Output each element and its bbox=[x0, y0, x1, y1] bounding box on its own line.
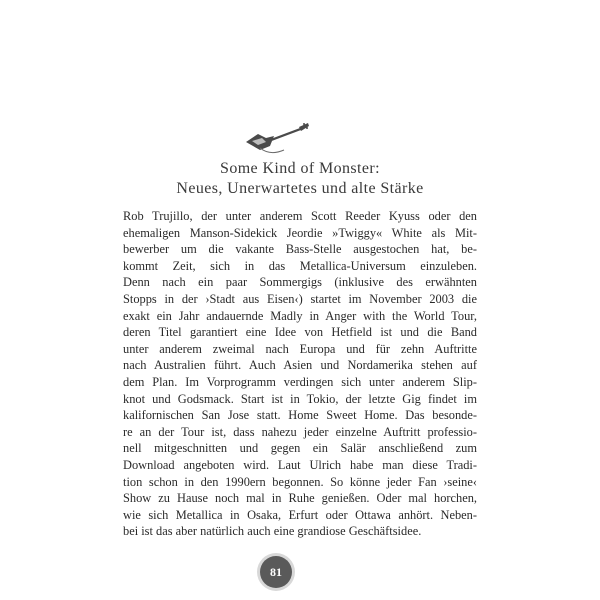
body-paragraph bbox=[123, 208, 477, 540]
chapter-title-line-2: Neues, Unerwartetes und alte Stärke bbox=[176, 180, 424, 197]
text-line: knot und Godsmack. Start ist in Tokio, der letzte Gig findet im bbox=[123, 391, 477, 406]
text-line: Show zu Hause noch mal in Ruhe genießen. Oder mal horchen, bbox=[123, 491, 477, 506]
text-line: ehemaligen Manson-Sidekick Jeordie »Twiggy« White als Mit- bbox=[123, 225, 477, 240]
text-line: deren Titel garantiert eine Idee von Hetfield ist und die Band bbox=[123, 325, 477, 340]
text-line: nell mitgeschnitten und gegen ein Salär anschließend zum bbox=[123, 441, 477, 456]
text-line: bei ist das aber natürlich auch eine grandiose Geschäftsidee. bbox=[123, 524, 422, 539]
chapter-title-line-1: Some Kind of Monster: bbox=[220, 160, 380, 177]
text-line: nach Australien führt. Auch Asien und Nordamerika stehen auf bbox=[123, 358, 477, 373]
page-number: 81 bbox=[270, 565, 282, 579]
text-line: Denn nach ein paar Sommergigs (inklusive des erwähnten bbox=[123, 275, 477, 290]
text-line: exakt ein Jahr andauernde Madly in Anger with the World Tour, bbox=[123, 308, 477, 323]
text-line: dem Plan. Im Vorprogramm verdingen sich unter anderem Slip- bbox=[123, 374, 477, 389]
text-line: unter anderem zweimal nach Europa und für zehn Auftritte bbox=[123, 341, 477, 356]
chapter-title bbox=[110, 159, 490, 199]
text-line: Rob Trujillo, der unter anderem Scott Reeder Kyuss oder den bbox=[123, 209, 477, 223]
text-line: bewerber um die vakante Bass-Stelle ausgestochen hat, be- bbox=[123, 242, 477, 257]
text-line: re an der Tour ist, dass nahezu jeder einzelne Auftritt professio- bbox=[123, 424, 477, 439]
text-line: Stopps in der ›Stadt aus Eisen‹) startet im November 2003 die bbox=[123, 291, 477, 306]
text-line: tion schon in den 1990ern begonnen. So könne jeder Fan ›seine‹ bbox=[123, 474, 477, 489]
text-line: wie sich Metallica in Osaka, Erfurt oder Ottawa anhört. Neben- bbox=[123, 507, 477, 522]
text-line: kalifornischen San Jose statt. Home Sweet Home. Das besonde- bbox=[123, 408, 477, 423]
text-line: kommt Zeit, sich in das Metallica-Universum einzuleben. bbox=[123, 258, 477, 273]
text-line: Download angeboten wird. Laut Ulrich habe man diese Tradi- bbox=[123, 457, 477, 472]
guitar-icon bbox=[244, 120, 310, 156]
page-number-badge bbox=[260, 556, 292, 588]
